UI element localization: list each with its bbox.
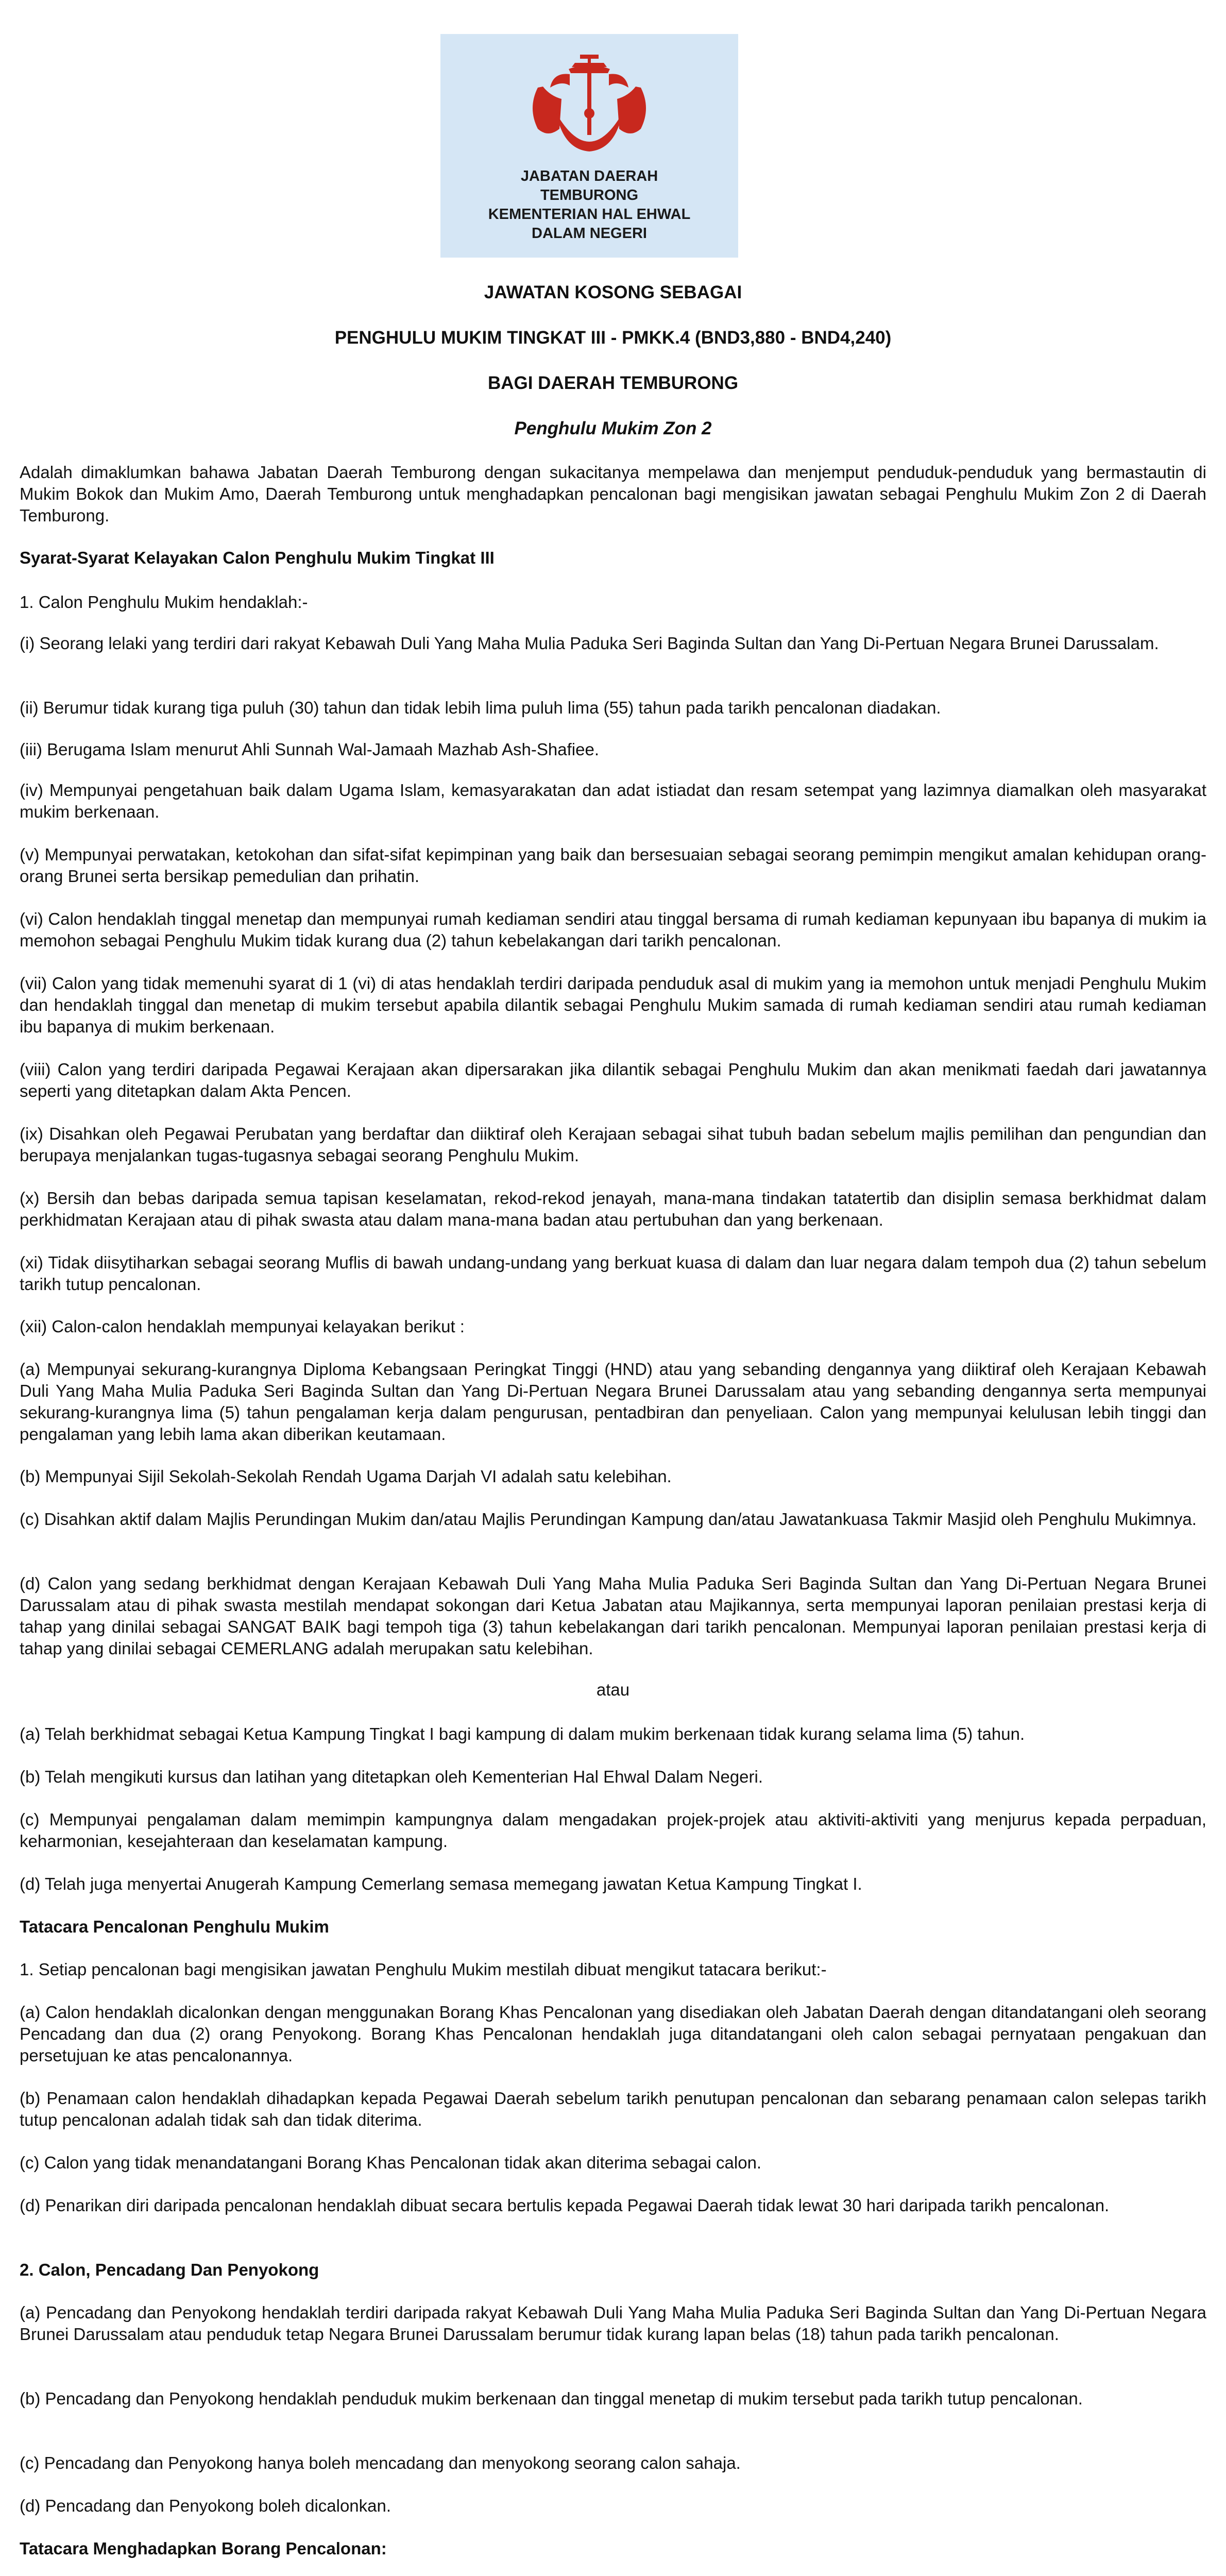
department-logo: [440, 34, 738, 258]
menghadapkan-title: Tatacara Menghadapkan Borang Pencalonan:: [20, 2539, 387, 2558]
syarat-item-i: (i) Seorang lelaki yang terdiri dari rakyat Kebawah Duli Yang Maha Mulia Paduka Seri Baginda Sultan dan Yang Di-Pertuan Negara Brunei Darussalam.: [20, 634, 1159, 653]
syarat-item-ix: (ix) Disahkan oleh Pegawai Perubatan yang berdaftar dan diiktiraf oleh Kerajaan sebagai sihat tubuh badan sebelum majlis pemilihan dan pengundian dan berupaya menjalankan tugas-tugasnya sebagai seorang Penghulu Mukim.: [20, 1124, 1206, 1165]
logo-line-4: DALAM NEGERI: [532, 225, 647, 242]
syarat-item-ii: (ii) Berumur tidak kurang tiga puluh (30) tahun dan tidak lebih lima puluh lima (55) tahun pada tarikh pencalonan diadakan.: [20, 698, 941, 717]
syarat-item-viii: (viii) Calon yang terdiri daripada Pegawai Kerajaan akan dipersarakan jika dilantik sebagai Penghulu Mukim dan akan menikmati faedah dari jawatannya seperti yang ditetapkan dalam Akta Pencen.: [20, 1060, 1206, 1100]
logo-line-3: KEMENTERIAN HAL EHWAL: [488, 206, 691, 223]
syarat-lead: 1. Calon Penghulu Mukim hendaklah:-: [20, 592, 308, 612]
brunei-crest-icon: [522, 52, 656, 170]
syarat-item-vii: (vii) Calon yang tidak memenuhi syarat di 1 (vi) di atas hendaklah terdiri daripada penduduk asal di mukim yang ia memohon untuk menjadi Penghulu Mukim dan hendaklah tinggal dan menetap di mukim tersebut apabila dilantik sebagai Penghulu Mukim samada di rumah kediaman sendiri atau rumah kediaman ibu bapanya di mukim berkenaan.: [20, 974, 1206, 1036]
alt-item-d: (d) Telah juga menyertai Anugerah Kampung Cemerlang semasa memegang jawatan Ketua Kampung Tingkat I.: [20, 1874, 862, 1893]
tatacara-item-d: (d) Penarikan diri daripada pencalonan hendaklah dibuat secara bertulis kepada Pegawai Daerah tidak lewat 30 hari daripada tarikh pencalonan.: [20, 2196, 1110, 2215]
syarat-item-iii: (iii) Berugama Islam menurut Ahli Sunnah Wal-Jamaah Mazhab Ash-Shafiee.: [20, 740, 599, 759]
kelayakan-item-b: (b) Mempunyai Sijil Sekolah-Sekolah Rendah Ugama Darjah VI adalah satu kelebihan.: [20, 1467, 672, 1486]
syarat-title: Syarat-Syarat Kelayakan Calon Penghulu Mukim Tingkat III: [20, 548, 495, 567]
heading-line-4: Penghulu Mukim Zon 2: [514, 418, 712, 438]
tatacara-item-a: (a) Calon hendaklah dicalonkan dengan menggunakan Borang Khas Pencalonan yang disediakan oleh Jabatan Daerah dengan ditandatangani oleh seorang Pencadang dan dua (2) orang Penyokong. Borang Khas Pencalonan hendaklah juga ditandatangani oleh calon sebagai pernyataan pengakuan dan persetujuan ke atas pencalonannya.: [20, 2003, 1206, 2065]
syarat-item-xii: (xii) Calon-calon hendaklah mempunyai kelayakan berikut :: [20, 1317, 465, 1336]
calon-item-a: (a) Pencadang dan Penyokong hendaklah terdiri daripada rakyat Kebawah Duli Yang Maha Mulia Paduka Seri Baginda Sultan dan Yang Di-Pertuan Negara Brunei Darussalam atau penduduk tetap Negara Brunei Darussalam berumur tidak kurang lapan belas (18) tahun pada tarikh pencalonan.: [20, 2303, 1206, 2344]
logo-line-1: JABATAN DAERAH: [520, 168, 658, 184]
calon-item-b: (b) Pencadang dan Penyokong hendaklah penduduk mukim berkenaan dan tinggal menetap di mukim tersebut pada tarikh tutup pencalonan.: [20, 2389, 1083, 2408]
tatacara-item-b: (b) Penamaan calon hendaklah dihadapkan kepada Pegawai Daerah sebelum tarikh penutupan pencalonan dan sebarang penamaan calon selepas tarikh tutup pencalonan adalah tidak sah dan tidak diterima.: [20, 2089, 1206, 2129]
kelayakan-item-d: (d) Calon yang sedang berkhidmat dengan Kerajaan Kebawah Duli Yang Maha Mulia Paduka Seri Baginda Sultan dan Yang Di-Pertuan Negara Brunei Darussalam atau di pihak swasta mestilah mendapat sokongan dari Ketua Jabatan atau Majikannya, serta mempunyai laporan penilaian prestasi kerja di tahap yang dinilai sebagai SANGAT BAIK bagi tempoh tiga (3) tahun kebelakangan dari tarikh pencalonan. Mempunyai laporan penilaian prestasi kerja di tahap yang dinilai sebagai CEMERLANG adalah merupakan satu kelebihan.: [20, 1574, 1206, 1658]
syarat-item-x: (x) Bersih dan bebas daripada semua tapisan keselamatan, rekod-rekod jenayah, mana-mana tindakan tatatertib dan disiplin semasa berkhidmat dalam perkhidmatan Kerajaan atau di pihak swasta atau dalam mana-mana badan atau pertubuhan dan yang berkenaan.: [20, 1189, 1206, 1229]
heading-line-3: BAGI DAERAH TEMBURONG: [487, 373, 739, 393]
kelayakan-item-a: (a) Mempunyai sekurang-kurangnya Diploma Kebangsaan Peringkat Tinggi (HND) atau yang sebanding dengannya yang diiktiraf oleh Kerajaan Kebawah Duli Yang Maha Mulia Paduka Seri Baginda Sultan dan Yang Di-Pertuan Negara Brunei Darussalam atau yang sebanding dengannya serta mempunyai sekurang-kurangnya lima (5) tahun pengalaman kerja dalam pengurusan, pentadbiran dan penyeliaan. Calon yang mempunyai kelulusan lebih tinggi dan pengalaman yang lebih lama akan diberikan keutamaan.: [20, 1360, 1206, 1444]
alt-item-c: (c) Mempunyai pengalaman dalam memimpin kampungnya dalam mengadakan projek-projek atau aktiviti-aktiviti yang menjurus kepada perpaduan, keharmonian, kesejahteraan dan keselamatan kampung.: [20, 1810, 1206, 1851]
syarat-item-xi: (xi) Tidak diisytiharkan sebagai seorang Muflis di bawah undang-undang yang berkuat kuasa di dalam dan luar negara dalam tempoh dua (2) tahun sebelum tarikh tutup pencalonan.: [20, 1253, 1206, 1294]
calon-item-d: (d) Pencadang dan Penyokong boleh dicalonkan.: [20, 2496, 391, 2515]
alt-item-b: (b) Telah mengikuti kursus dan latihan yang ditetapkan oleh Kementerian Hal Ehwal Dalam Negeri.: [20, 1767, 763, 1786]
syarat-item-vi: (vi) Calon hendaklah tinggal menetap dan mempunyai rumah kediaman sendiri atau tinggal bersama di rumah kediaman kepunyaan ibu bapanya di mukim ia memohon sebagai Penghulu Mukim tidak kurang dua (2) tahun kebelakangan dari tarikh pencalonan.: [20, 909, 1206, 950]
tatacara-title: Tatacara Pencalonan Penghulu Mukim: [20, 1917, 329, 1936]
tatacara-item-c: (c) Calon yang tidak menandatangani Borang Khas Pencalonan tidak akan diterima sebagai calon.: [20, 2153, 762, 2172]
kelayakan-item-c: (c) Disahkan aktif dalam Majlis Perundingan Mukim dan/atau Majlis Perundingan Kampung dan/atau Jawatankuasa Takmir Masjid oleh Penghulu Mukimnya.: [20, 1510, 1197, 1529]
intro-paragraph: Adalah dimaklumkan bahawa Jabatan Daerah Temburong dengan sukacitanya mempelawa dan menjemput penduduk-penduduk yang bermastautin di Mukim Bokok dan Mukim Amo, Daerah Temburong untuk menghadapkan pencalonan bagi mengisikan jawatan sebagai Penghulu Mukim Zon 2 di Daerah Temburong.: [20, 463, 1206, 525]
tatacara-lead: 1. Setiap pencalonan bagi mengisikan jawatan Penghulu Mukim mestilah dibuat mengikut tatacara berikut:-: [20, 1960, 827, 1979]
alt-item-a: (a) Telah berkhidmat sebagai Ketua Kampung Tingkat I bagi kampung di dalam mukim berkenaan tidak kurang selama lima (5) tahun.: [20, 1724, 1025, 1743]
calon-title: 2. Calon, Pencadang Dan Penyokong: [20, 2260, 319, 2279]
heading-line-1: JAWATAN KOSONG SEBAGAI: [484, 282, 742, 302]
logo-line-2: TEMBURONG: [540, 187, 639, 204]
atau-separator: atau: [596, 1680, 630, 1699]
heading-line-2: PENGHULU MUKIM TINGKAT III - PMKK.4 (BND3,880 - BND4,240): [334, 328, 892, 348]
calon-item-c: (c) Pencadang dan Penyokong hanya boleh mencadang dan menyokong seorang calon sahaja.: [20, 2453, 741, 2472]
syarat-item-iv: (iv) Mempunyai pengetahuan baik dalam Ugama Islam, kemasyarakatan dan adat istiadat dan resam setempat yang lazimnya diamalkan oleh masyarakat mukim berkenaan.: [20, 781, 1206, 821]
syarat-item-v: (v) Mempunyai perwatakan, ketokohan dan sifat-sifat kepimpinan yang baik dan bersesuaian sebagai seorang pemimpin mengikut amalan kehidupan orang-orang Brunei serta bersikap pemedulian dan prihatin.: [20, 845, 1206, 886]
